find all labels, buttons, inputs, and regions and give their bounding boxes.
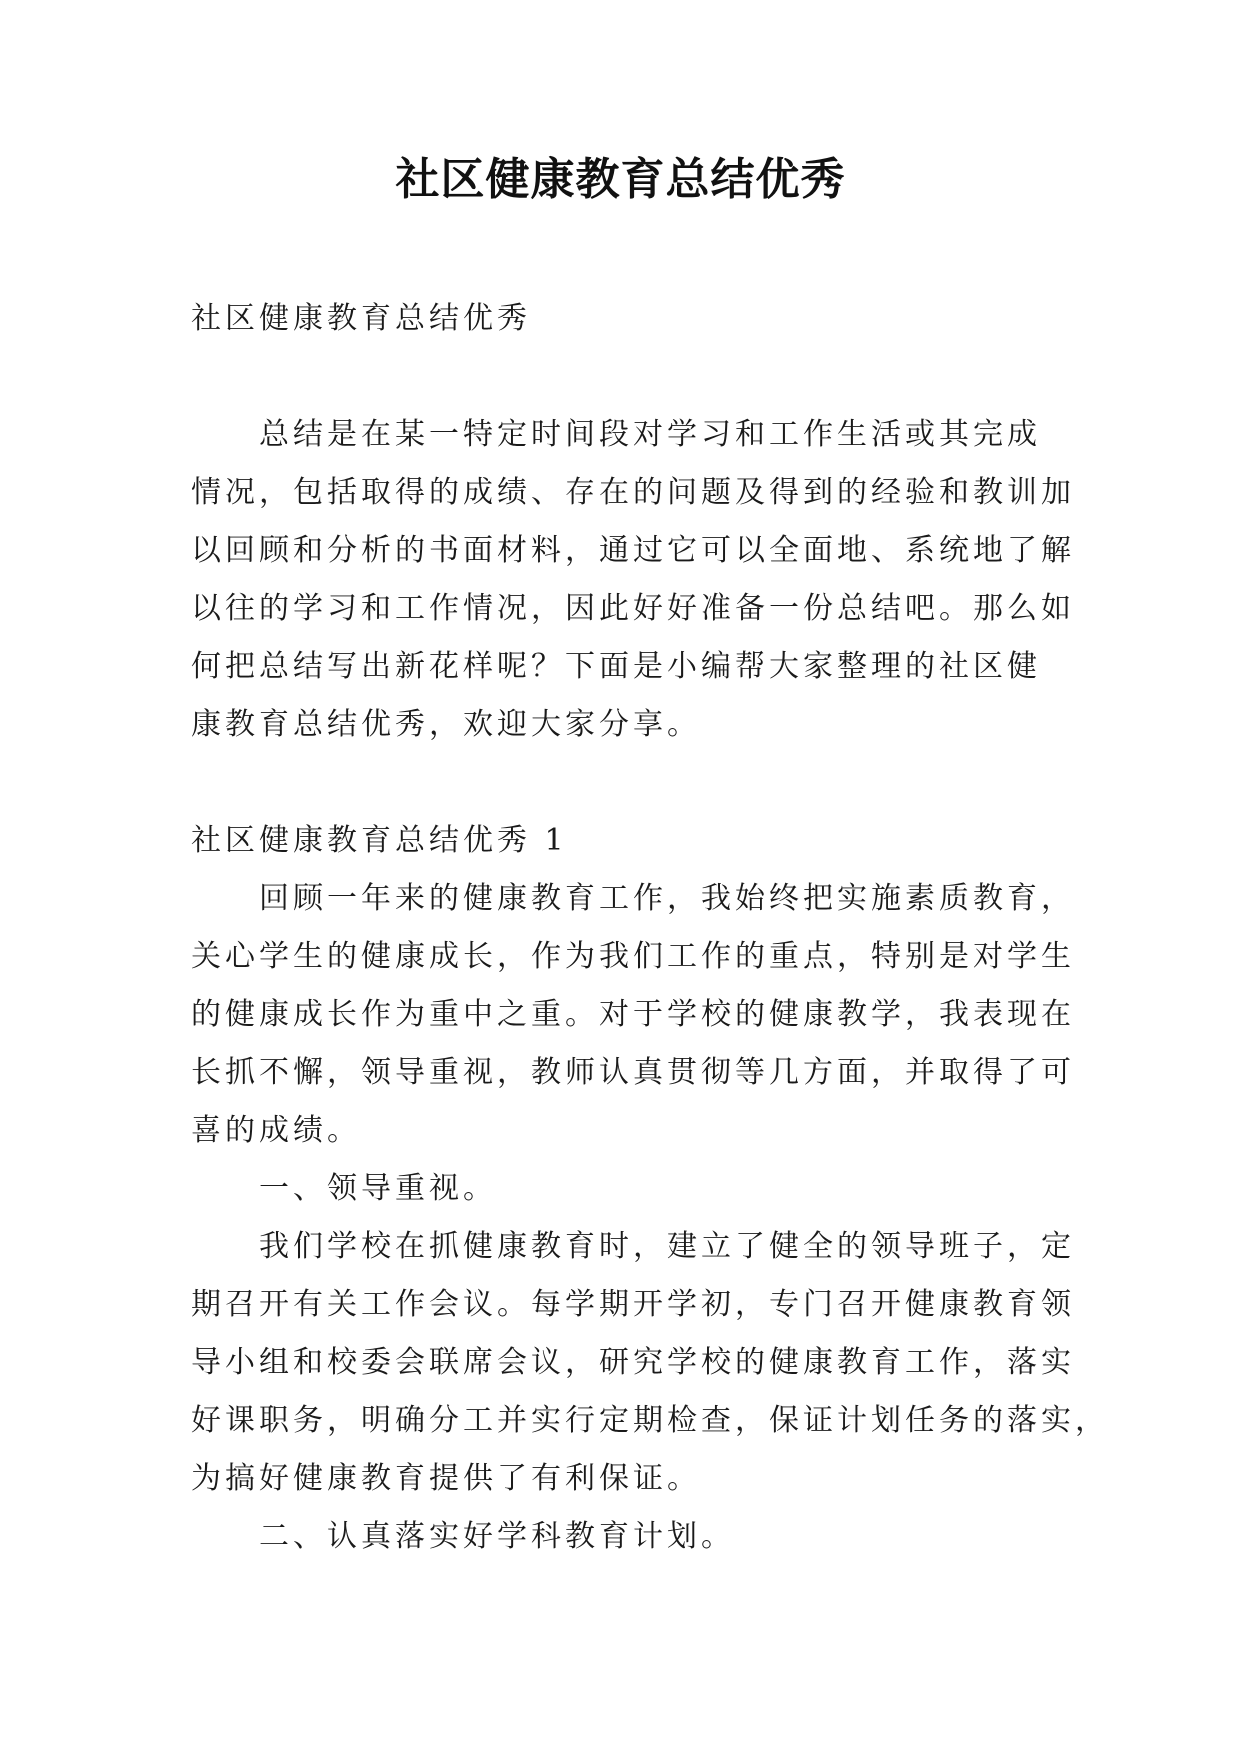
text-line: 关心学生的健康成长，作为我们工作的重点，特别是对学生 (191, 939, 1075, 974)
text-line: 为搞好健康教育提供了有利保证。 (191, 1461, 701, 1496)
text-line: 好课职务，明确分工并实行定期检查，保证计划任务的落实， (191, 1403, 1109, 1438)
section-heading: 社区健康教育总结优秀 1 (191, 823, 568, 858)
document-title: 社区健康教育总结优秀 (395, 154, 846, 205)
text-line: 的健康成长作为重中之重。对于学校的健康教学，我表现在 (191, 997, 1075, 1032)
paragraph (191, 1218, 1109, 1508)
blank-line (191, 348, 1051, 406)
text-line: 总结是在某一特定时间段对学习和工作生活或其完成 (259, 417, 1041, 452)
section-heading: 社区健康教育总结优秀 (191, 301, 531, 336)
subsection-heading: 二、认真落实好学科教育计划。 (259, 1519, 735, 1554)
text-line: 长抓不懈，领导重视，教师认真贯彻等几方面，并取得了可 (191, 1055, 1075, 1090)
blank-line (191, 754, 1051, 812)
text-line: 何把总结写出新花样呢？下面是小编帮大家整理的社区健 (191, 649, 1041, 684)
text-line: 导小组和校委会联席会议，研究学校的健康教育工作，落实 (191, 1345, 1075, 1380)
text-line: 喜的成绩。 (191, 1113, 361, 1148)
paragraph (191, 870, 1075, 1160)
document-body (191, 290, 1109, 1566)
text-line: 情况，包括取得的成绩、存在的问题及得到的经验和教训加 (191, 475, 1075, 510)
text-line: 康教育总结优秀，欢迎大家分享。 (191, 707, 701, 742)
text-line: 回顾一年来的健康教育工作，我始终把实施素质教育， (259, 881, 1075, 916)
text-line: 我们学校在抓健康教育时，建立了健全的领导班子，定 (259, 1229, 1075, 1264)
text-line: 以往的学习和工作情况，因此好好准备一份总结吧。那么如 (191, 591, 1075, 626)
subsection-heading: 一、领导重视。 (259, 1171, 497, 1206)
intro-paragraph (191, 406, 1075, 754)
text-line: 期召开有关工作会议。每学期开学初，专门召开健康教育领 (191, 1287, 1075, 1322)
text-line: 以回顾和分析的书面材料，通过它可以全面地、系统地了解 (191, 533, 1075, 568)
